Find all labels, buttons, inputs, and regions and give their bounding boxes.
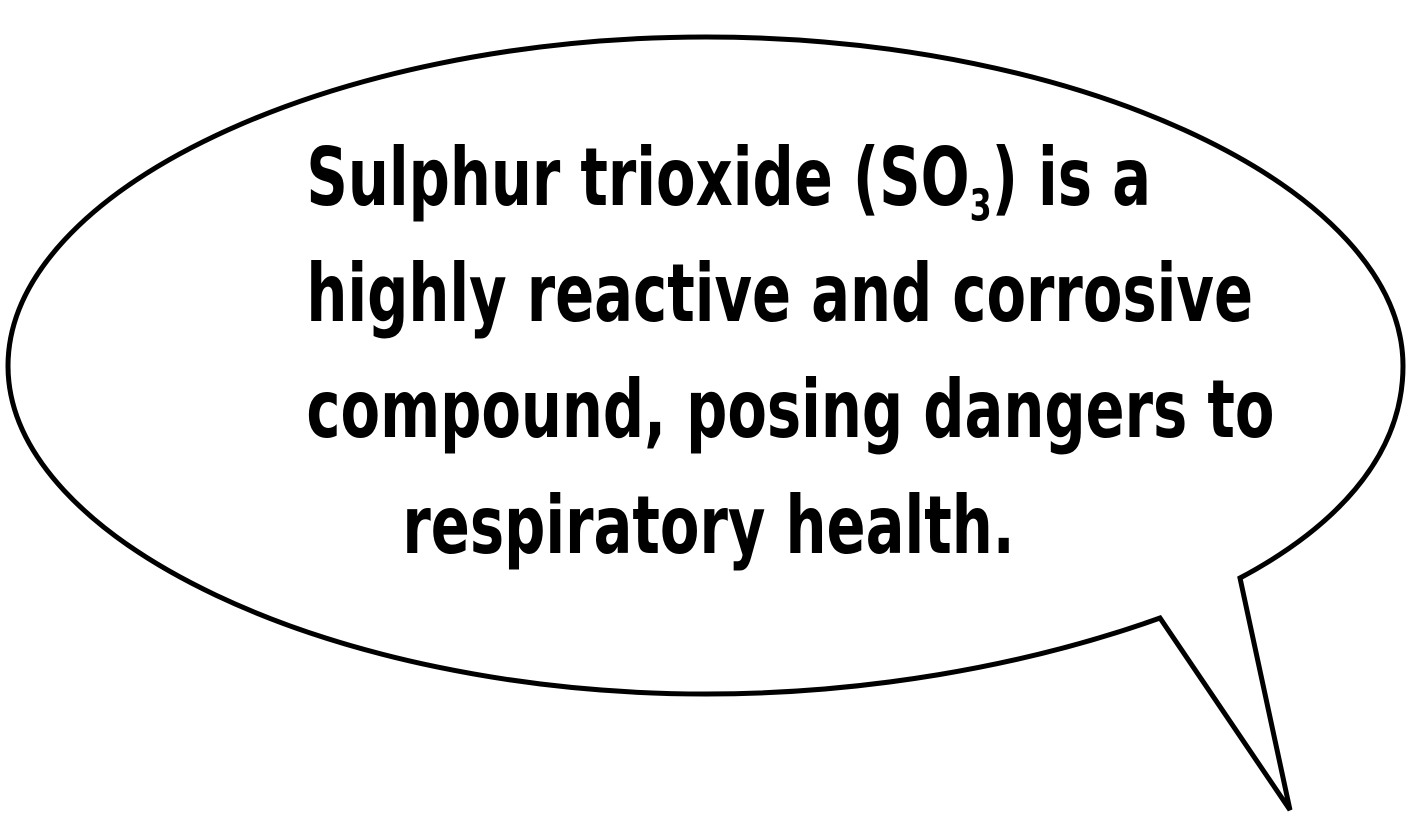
text-line-4: respiratory health. bbox=[402, 479, 1015, 572]
text-line-3: compound, posing dangers to bbox=[306, 363, 1275, 456]
text-line-1-end: ) is a bbox=[991, 131, 1151, 224]
text-line-2: highly reactive and corrosive bbox=[306, 247, 1254, 340]
text-line-1 bbox=[306, 120, 1151, 236]
speech-bubble-text bbox=[306, 120, 1275, 600]
text-line-1-start: Sulphur trioxide (SO bbox=[306, 131, 970, 224]
subscript-3: 3 bbox=[969, 180, 992, 232]
